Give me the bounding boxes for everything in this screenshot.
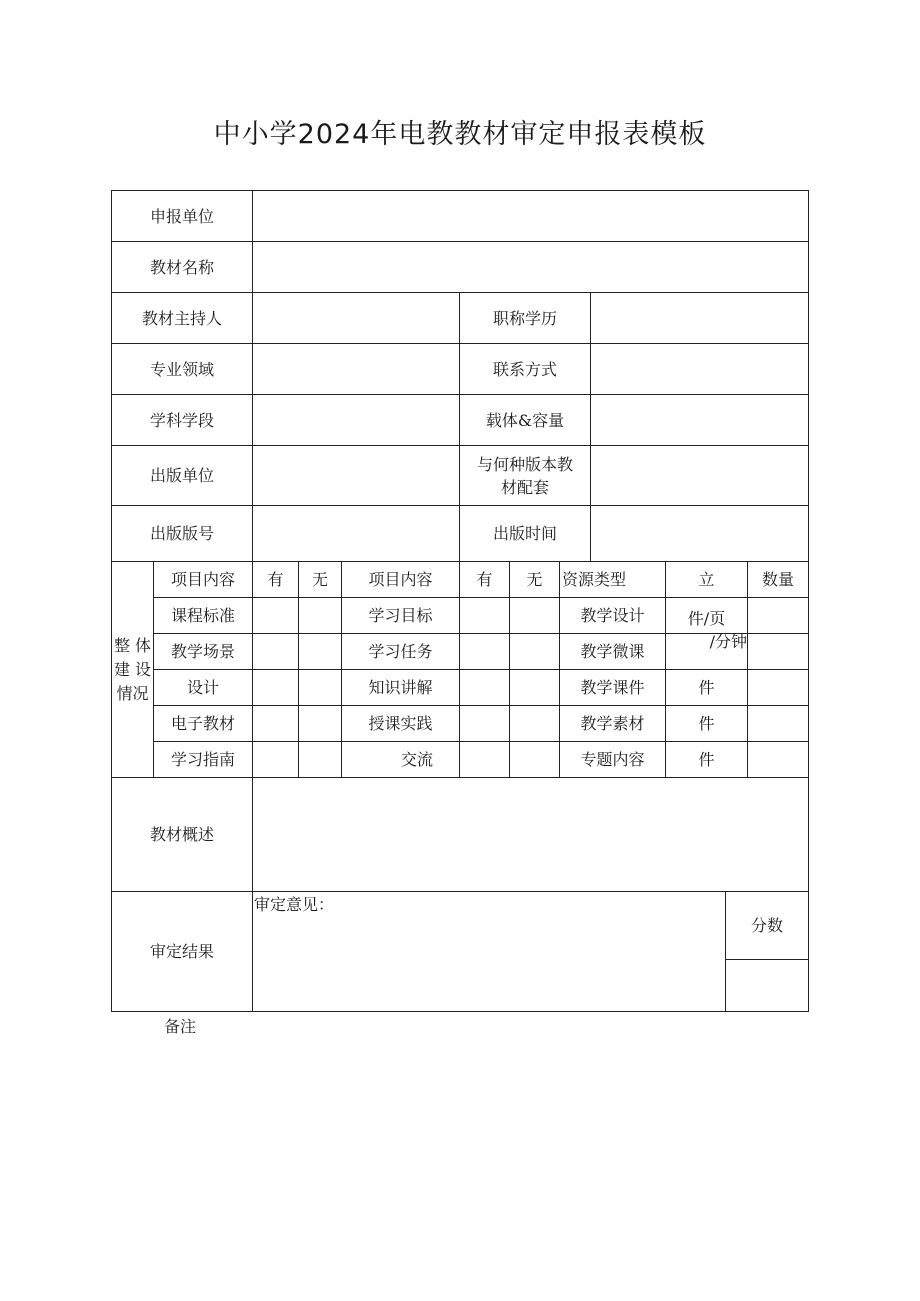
unit-piece-page: 件/页 bbox=[687, 609, 726, 628]
input-applicant-unit[interactable] bbox=[253, 191, 808, 241]
resource-material: 教学素材 bbox=[580, 714, 645, 733]
label-applicant-unit: 申报单位 bbox=[149, 206, 214, 226]
checkbox-no[interactable] bbox=[299, 634, 341, 669]
input-quantity[interactable] bbox=[748, 742, 808, 777]
unit-minute: /分钟 bbox=[709, 632, 747, 651]
input-summary[interactable] bbox=[253, 778, 808, 891]
input-quantity[interactable] bbox=[748, 598, 808, 633]
item-teaching-scene: 教学场景 bbox=[170, 642, 235, 661]
label-specialty: 专业领域 bbox=[149, 359, 214, 379]
input-publish-time[interactable] bbox=[591, 506, 808, 561]
input-contact[interactable] bbox=[591, 344, 808, 394]
label-material-name: 教材名称 bbox=[149, 257, 214, 277]
header-resource-type: 资源类型 bbox=[562, 570, 627, 589]
checkbox-no[interactable] bbox=[299, 598, 341, 633]
resource-teaching-design: 教学设计 bbox=[580, 606, 645, 625]
input-host[interactable] bbox=[253, 293, 459, 343]
checkbox-no[interactable] bbox=[510, 706, 559, 741]
input-specialty[interactable] bbox=[253, 344, 459, 394]
header-item-2: 项目内容 bbox=[368, 570, 433, 589]
item-learning-goal: 学习目标 bbox=[368, 606, 433, 625]
label-carrier-capacity: 载体&容量 bbox=[485, 410, 565, 430]
label-matching-edition: 与何种版本教材配套 bbox=[476, 454, 573, 497]
header-unit: 立 bbox=[698, 570, 715, 589]
checkbox-no[interactable] bbox=[510, 742, 559, 777]
unit-piece: 件 bbox=[698, 678, 715, 697]
checkbox-yes[interactable] bbox=[253, 670, 298, 705]
label-score: 分数 bbox=[750, 916, 783, 935]
checkbox-no[interactable] bbox=[299, 742, 341, 777]
unit-piece: 件 bbox=[698, 750, 715, 769]
item-study-guide: 学习指南 bbox=[170, 750, 235, 769]
header-no: 无 bbox=[311, 570, 328, 589]
checkbox-yes[interactable] bbox=[460, 634, 509, 669]
input-quantity[interactable] bbox=[748, 706, 808, 741]
checkbox-yes[interactable] bbox=[460, 706, 509, 741]
checkbox-no[interactable] bbox=[299, 706, 341, 741]
input-matching-edition[interactable] bbox=[591, 446, 808, 505]
item-course-standard: 课程标准 bbox=[170, 606, 235, 625]
label-subject-stage: 学科学段 bbox=[149, 410, 214, 430]
header-yes: 有 bbox=[267, 570, 284, 589]
checkbox-no[interactable] bbox=[510, 598, 559, 633]
resource-micro-lesson: 教学微课 bbox=[580, 642, 645, 661]
header-item: 项目内容 bbox=[170, 570, 235, 589]
page-title: 中小学2024年电教教材审定申报表模板 bbox=[213, 119, 707, 150]
label-publisher: 出版单位 bbox=[149, 466, 214, 485]
remark-label: 备注 bbox=[164, 1017, 197, 1036]
label-review-result: 审定结果 bbox=[149, 942, 214, 961]
item-e-textbook: 电子教材 bbox=[170, 714, 235, 733]
item-teaching-practice: 授课实践 bbox=[368, 714, 433, 733]
label-host: 教材主持人 bbox=[141, 308, 222, 328]
input-edition-no[interactable] bbox=[253, 506, 459, 561]
input-quantity[interactable] bbox=[748, 670, 808, 705]
checkbox-no[interactable] bbox=[510, 634, 559, 669]
unit-piece: 件 bbox=[698, 714, 715, 733]
input-publisher[interactable] bbox=[253, 446, 459, 505]
label-title-education: 职称学历 bbox=[492, 308, 557, 328]
input-title-education[interactable] bbox=[591, 293, 808, 343]
checkbox-yes[interactable] bbox=[253, 634, 298, 669]
application-form bbox=[111, 190, 809, 1012]
checkbox-yes[interactable] bbox=[253, 598, 298, 633]
input-score[interactable] bbox=[726, 960, 808, 1011]
label-edition-no: 出版版号 bbox=[149, 524, 214, 543]
checkbox-yes[interactable] bbox=[460, 598, 509, 633]
checkbox-yes[interactable] bbox=[460, 742, 509, 777]
label-publish-time: 出版时间 bbox=[492, 524, 557, 543]
label-overall: 整 体 建 设 情况 bbox=[113, 635, 152, 703]
checkbox-no[interactable] bbox=[510, 670, 559, 705]
review-opinion[interactable]: 审定意见： bbox=[254, 895, 335, 914]
label-summary: 教材概述 bbox=[149, 825, 214, 844]
checkbox-no[interactable] bbox=[299, 670, 341, 705]
checkbox-yes[interactable] bbox=[253, 742, 298, 777]
input-subject-stage[interactable] bbox=[253, 395, 459, 445]
item-learning-task: 学习任务 bbox=[368, 642, 433, 661]
label-contact: 联系方式 bbox=[492, 359, 557, 379]
resource-courseware: 教学课件 bbox=[580, 678, 645, 697]
header-no-2: 无 bbox=[526, 570, 543, 589]
header-quantity: 数量 bbox=[761, 570, 794, 589]
input-carrier-capacity[interactable] bbox=[591, 395, 808, 445]
resource-topic-content: 专题内容 bbox=[580, 750, 645, 769]
item-knowledge-explain: 知识讲解 bbox=[368, 678, 433, 697]
item-exchange: 交流 bbox=[400, 750, 433, 769]
input-material-name[interactable] bbox=[253, 242, 808, 292]
header-yes-2: 有 bbox=[476, 570, 493, 589]
checkbox-yes[interactable] bbox=[253, 706, 298, 741]
input-quantity[interactable] bbox=[748, 634, 808, 669]
checkbox-yes[interactable] bbox=[460, 670, 509, 705]
item-design: 设计 bbox=[186, 678, 219, 697]
